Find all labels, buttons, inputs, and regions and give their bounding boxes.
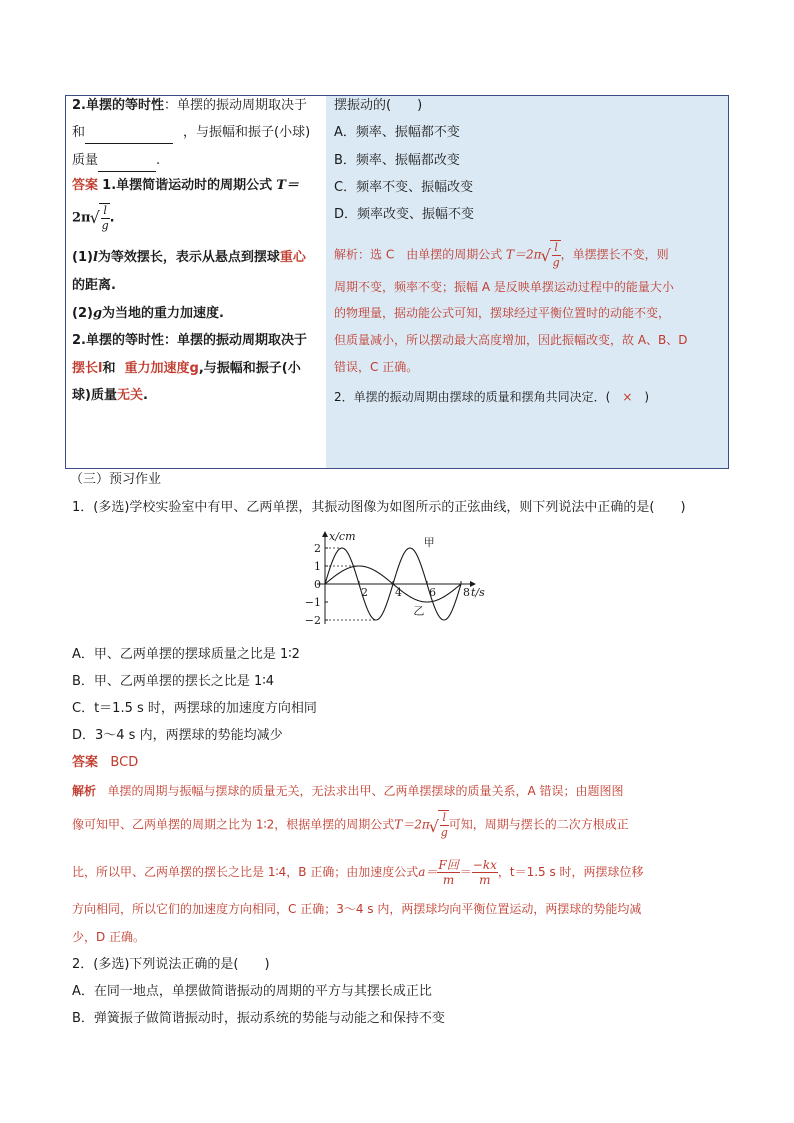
left-answer-p2 — [72, 304, 224, 324]
left-p2-title: 2.单摆的等时性 — [72, 98, 164, 113]
q1-option-b[interactable]: B．甲、乙两单摆的摆长之比是 1∶4 — [72, 674, 274, 689]
q2-red3: 无关 — [116, 388, 143, 403]
left-p2-rest: ，与振幅和振子(小球) — [183, 125, 311, 140]
left-answer-p1-end: 的距离. — [72, 278, 116, 293]
q2-end: . — [142, 388, 148, 403]
y-tick-label: 1 — [314, 560, 321, 573]
right-solution-text1b: ，单摆摆长不变，则 — [560, 247, 669, 262]
cross-mark-icon: × — [622, 390, 633, 404]
left-answer-q2-line2 — [72, 359, 301, 379]
series-label-jia: 甲 — [423, 536, 435, 550]
q1-solution-line5: 少，D 正确。 — [72, 930, 146, 944]
left-p2-and: 和 — [72, 125, 86, 140]
q1-answer — [72, 753, 138, 773]
y-tick-label: −1 — [305, 596, 321, 609]
right-solution-line4: 但质量减小，所以摆动最大高度增加，因此振幅改变，故 A、B、D — [334, 333, 688, 347]
q1-stem: 1．(多选)学校实验室中有甲、乙两单摆，其振动图像为如图所示的正弦曲线，则下列说法中正确的是( ) — [72, 500, 686, 515]
left-p2-period: . — [156, 153, 161, 168]
right-question-stem: 摆振动的( ) — [334, 98, 423, 113]
fill-blank-2[interactable] — [98, 151, 156, 172]
p1-num: (1) — [72, 250, 93, 265]
fill-blank-1[interactable] — [85, 123, 173, 144]
q2-mass: 球)质量 — [72, 388, 117, 403]
right-frac-num: √ l — [552, 241, 561, 256]
series-label-yi: 乙 — [413, 604, 425, 618]
p1-var: l — [92, 250, 98, 265]
x-axis-label: t/s — [471, 586, 485, 599]
q2-red1: 摆长l — [72, 361, 103, 376]
right-solution-line5: 错误，C 正确。 — [334, 360, 419, 374]
answer-dot: . — [109, 210, 115, 226]
q1-option-c[interactable]: C．t＝1.5 s 时，两摆球的加速度方向相同 — [72, 701, 317, 716]
q1-frac-F: F回 — [438, 858, 459, 872]
p2-text: 为当地的重力加速度. — [102, 306, 224, 321]
right-option-c[interactable]: C．频率不变、振幅改变 — [334, 180, 474, 195]
chart-axes — [317, 532, 475, 624]
right-solution-label: 解析 — [334, 247, 359, 262]
p2-num: (2) — [72, 306, 93, 321]
q1-solution-text3a: 比，所以甲、乙两单摆的摆长之比是 1∶4，B 正确；由加速度公式 — [72, 865, 419, 879]
vibration-chart — [305, 528, 505, 628]
left-answer-line1 — [72, 176, 299, 196]
right-q2-close: ) — [644, 390, 650, 404]
q1-solution-text2a: 像可知甲、乙两单摆的周期之比为 1∶2，根据单摆的周期公式 — [72, 817, 395, 832]
p1-red: 重心 — [279, 250, 306, 265]
right-option-a[interactable]: A．频率、振幅都不变 — [334, 125, 460, 140]
q1-solution-text3b: ，t＝1.5 s 时，两摆球位移 — [497, 865, 644, 879]
q2-option-a[interactable]: A．在同一地点，单摆做简谐振动的周期的平方与其摆长成正比 — [72, 984, 432, 999]
answer-formula-intro: 1.单摆简谐运动时的周期公式 — [102, 178, 273, 193]
right-q2 — [334, 388, 649, 405]
q2-rest: ,与振幅和振子(小 — [198, 361, 301, 376]
frac-denominator: g — [101, 219, 109, 232]
y-tick-label: −2 — [305, 614, 321, 627]
y-tick-label: 2 — [314, 542, 321, 555]
right-q2-text: 2．单摆的振动周期由摆球的质量和摆角共同决定．( — [334, 390, 611, 404]
q1-solution-line1 — [72, 782, 624, 799]
q1-solution-line3 — [72, 858, 644, 887]
y-axis-label: x/cm — [329, 530, 356, 543]
right-solution-T: T＝2π — [506, 247, 542, 262]
sqrt-icon — [438, 810, 449, 840]
answer-label: 答案 — [72, 178, 99, 193]
right-option-d[interactable]: D．频率改变、振幅不变 — [334, 207, 475, 222]
left-answer-q2-line1 — [72, 331, 307, 351]
q1-frac-kx: −kx — [472, 858, 497, 872]
q1-solution-T: T＝2π — [394, 817, 430, 832]
x-tick-label: 2 — [361, 586, 368, 599]
answer-T: T＝ — [276, 178, 299, 193]
q1-answer-label: 答案 — [72, 755, 99, 770]
right-solution-text1: ：选 C 由单摆的周期公式 — [358, 247, 503, 262]
left-answer-q2-line3 — [72, 386, 148, 406]
left-p2-mass: 质量 — [72, 153, 99, 168]
q1-frac-m: m — [442, 873, 455, 887]
q1-answer-value: BCD — [110, 755, 139, 770]
p2-var: g — [92, 306, 103, 321]
q2-option-b[interactable]: B．弹簧振子做简谐振动时，振动系统的势能与动能之和保持不变 — [72, 1011, 445, 1026]
right-solution-line3: 的物理量，据动能公式可知，摆球经过平衡位置时的动能不变， — [334, 306, 671, 320]
left-p2-line3 — [72, 151, 160, 172]
q1-solution-text2b: 可知，周期与摆长的二次方根成正 — [448, 817, 629, 832]
q1-solution-eq2: ＝ — [459, 865, 472, 879]
q1-frac-den: g — [440, 826, 448, 839]
x-tick-label: 6 — [429, 586, 436, 599]
right-option-b[interactable]: B．频率、振幅都改变 — [334, 153, 460, 168]
x-tick-label: 8 — [463, 586, 470, 599]
chart-labels — [329, 530, 485, 618]
q1-solution-line4: 方向相同，所以它们的加速度方向相同，C 正确；3～4 s 内，两摆球均向平衡位置运动，两摆球的势能均减 — [72, 902, 642, 916]
q1-option-d[interactable]: D．3～4 s 内，两摆球的势能均减少 — [72, 728, 283, 743]
left-answer-formula — [72, 203, 115, 243]
q2-and: 和 — [102, 361, 116, 376]
right-frac-den: g — [552, 256, 560, 269]
sqrt-icon — [550, 240, 561, 270]
answer-2pi: 2π — [72, 210, 91, 226]
q2-red2: 重力加速度g — [124, 361, 199, 376]
q2-stem: 2．(多选)下列说法正确的是( ) — [72, 957, 270, 972]
left-p2-text: ：单摆的振动周期取决于 — [163, 98, 307, 113]
y-tick-label: 0 — [314, 578, 321, 591]
right-solution-line1 — [334, 240, 669, 270]
q1-solution-text1: 单摆的周期与振幅与摆球的质量无关，无法求出甲、乙两单摆摆球的质量关系，A 错误；由题图图 — [107, 784, 624, 798]
q1-solution-label: 解析 — [72, 784, 97, 798]
q2-title: 2.单摆的等时性 — [72, 333, 164, 348]
left-answer-p1 — [72, 248, 306, 268]
sqrt-icon — [99, 203, 110, 233]
q1-frac-m2: m — [479, 873, 491, 887]
q1-option-a[interactable]: A．甲、乙两单摆的摆球质量之比是 1∶2 — [72, 647, 300, 662]
x-tick-label: 4 — [395, 586, 402, 599]
q1-solution-a-eq: a＝ — [418, 865, 438, 879]
q2-text: ：单摆的振动周期取决于 — [163, 333, 307, 348]
left-p2-line2 — [72, 123, 310, 144]
q1-solution-line2 — [72, 810, 629, 840]
left-p2-line1 — [72, 96, 307, 116]
frac-numerator: √ l — [101, 204, 110, 219]
section-title: （三）预习作业 — [70, 472, 162, 487]
p1-text: 为等效摆长，表示从悬点到摆球 — [97, 250, 280, 265]
q1-frac-num: √ l — [440, 811, 449, 826]
right-solution-line2: 周期不变，频率不变；振幅 A 是反映单摆运动过程中的能量大小 — [334, 280, 674, 294]
